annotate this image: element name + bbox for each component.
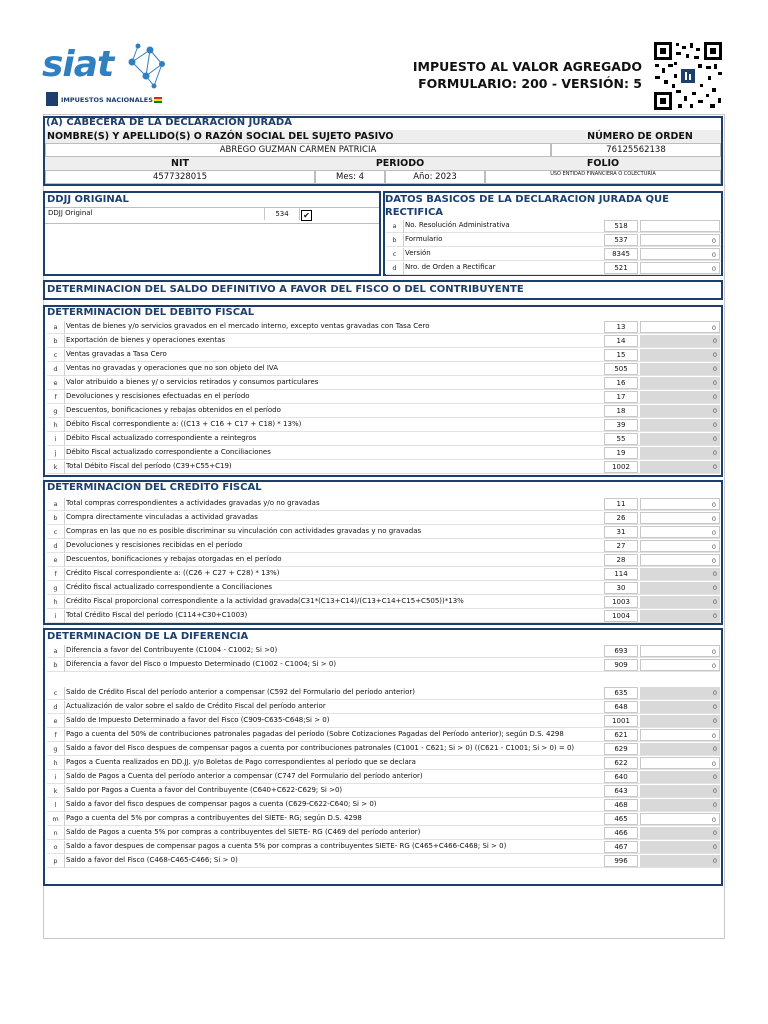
row-separator [64, 841, 65, 854]
row-code: 55 [604, 433, 638, 445]
row-code: 648 [604, 701, 638, 713]
row-value-input[interactable]: 0 [640, 461, 720, 473]
row-letter: g [53, 745, 58, 753]
anio-value: Año: 2023 [413, 172, 457, 182]
row-label: Total Débito Fiscal del período (C39+C55+C19) [66, 462, 232, 470]
row-separator [64, 610, 65, 623]
row-separator [64, 582, 65, 595]
row-value-input[interactable]: 0 [640, 391, 720, 403]
row-code: 28 [604, 554, 638, 566]
row-value-input[interactable]: 0 [640, 335, 720, 347]
row-value-input[interactable]: 0 [640, 715, 720, 727]
row-value-input[interactable]: 0 [640, 540, 720, 552]
row-separator [403, 220, 404, 233]
logo-badge-icon [46, 92, 58, 106]
row-code: 1002 [604, 461, 638, 473]
anio-value-cell [385, 170, 485, 184]
row-letter: n [53, 829, 58, 837]
row-value-input[interactable]: 0 [640, 596, 720, 608]
row-letter: i [54, 773, 57, 781]
folio-note: USO ENTIDAD FINANCIERA O COLECTURÍA [550, 171, 656, 177]
row-letter: h [53, 759, 58, 767]
row-separator [64, 757, 65, 770]
row-code: 518 [604, 220, 638, 232]
row-separator [64, 687, 65, 700]
row-label: Ventas gravadas a Tasa Cero [66, 350, 167, 358]
form-title [380, 58, 642, 92]
row-letter: c [392, 250, 397, 258]
row-label: Saldo de Impuesto Determinado a favor del Fisco (C909-C635-C648;Si > 0) [66, 716, 330, 724]
row-code: 622 [604, 757, 638, 769]
row-label: Total compras correspondientes a actividades gravadas y/o no gravadas [66, 499, 320, 507]
row-code: 505 [604, 363, 638, 375]
row-value-input[interactable]: 0 [640, 512, 720, 524]
row-value-input[interactable]: 0 [640, 568, 720, 580]
row-label: Crédito Fiscal correspondiente a: ((C26 + C27 + C28) * 13%) [66, 569, 280, 577]
row-value-input[interactable]: 0 [640, 687, 720, 699]
row-code: 14 [604, 335, 638, 347]
row-value-input[interactable]: 0 [640, 701, 720, 713]
row-code: 16 [604, 377, 638, 389]
qr-code [652, 40, 724, 112]
row-label: Débito Fiscal actualizado correspondiente a reintegros [66, 434, 257, 442]
row-value-input[interactable]: 0 [640, 645, 720, 657]
orden-value: 76125562138 [606, 145, 666, 155]
row-code: 909 [604, 659, 638, 671]
row-label: Formulario [405, 235, 443, 243]
row-letter: d [53, 542, 58, 550]
row-label: Débito Fiscal actualizado correspondiente a Conciliaciones [66, 448, 271, 456]
mes-value: Mes: 4 [336, 172, 364, 182]
row-value-input[interactable]: 0 [640, 234, 720, 246]
row-separator [64, 335, 65, 348]
row-label: Ventas no gravadas y operaciones que no son objeto del IVA [66, 364, 279, 372]
row-letter: j [54, 449, 57, 457]
row-label: Saldo de Pagos a Cuenta del período anterior a compensar (C747 del Formulario del período anterior) [66, 772, 423, 780]
row-code: 19 [604, 447, 638, 459]
row-label: Crédito fiscal actualizado correspondiente a Conciliaciones [66, 583, 273, 591]
row-letter: o [53, 843, 58, 851]
row-letter: a [53, 323, 58, 331]
row-code: 11 [604, 498, 638, 510]
row-value-input[interactable]: 0 [640, 433, 720, 445]
row-code: 537 [604, 234, 638, 246]
row-letter: a [53, 647, 58, 655]
row-letter: c [53, 689, 58, 697]
mes-value-cell [315, 170, 385, 184]
row-value-input[interactable]: 0 [640, 729, 720, 741]
row-code: 26 [604, 512, 638, 524]
row-separator [64, 540, 65, 553]
row-label: Nro. de Orden a Rectificar [405, 263, 496, 271]
row-label: Descuentos, bonificaciones y rebajas otorgadas en el período [66, 555, 282, 563]
row-value-input[interactable]: 0 [640, 771, 720, 783]
row-separator [64, 813, 65, 826]
row-letter: f [54, 570, 57, 578]
row-label: Compras en las que no es posible discriminar su vinculación con actividades gravadas y no gravadas [66, 527, 422, 535]
row-label: Débito Fiscal correspondiente a: ((C13 + C16 + C17 + C18) * 13%) [66, 420, 302, 428]
row-separator [64, 363, 65, 376]
row-code: 468 [604, 799, 638, 811]
row-code: 466 [604, 827, 638, 839]
row-value-input[interactable] [640, 220, 720, 232]
row-letter: b [53, 337, 58, 345]
row-code: 15 [604, 349, 638, 361]
row-code: 693 [604, 645, 638, 657]
row-code: 17 [604, 391, 638, 403]
row-separator [403, 234, 404, 247]
row-label: Saldo a favor despues de compensar pagos a cuenta 5% por compras a contribuyentes SIETE- RG (C465+C466-C468; Si > 0) [66, 842, 507, 850]
row-separator [64, 377, 65, 390]
row-letter: l [54, 801, 57, 809]
row-label: Crédito Fiscal proporcional correspondiente a la actividad gravada(C31*(C13+C14)/(C13+C14+C15+C505))*13% [66, 597, 464, 605]
row-code: 30 [604, 582, 638, 594]
row-label: Versión [405, 249, 431, 257]
row-value-input[interactable]: 0 [640, 813, 720, 825]
row-label: Pago a cuenta del 50% de contribuciones patronales pagadas del período (Sobre Cotizaciones Pagadas del Período anterior); según D.S. 4298 [66, 730, 564, 738]
row-code: 465 [604, 813, 638, 825]
debito-title: DETERMINACION DEL DEBITO FISCAL [47, 307, 255, 318]
row-label: Saldo a favor del Fisco (C468-C465-C466; Si > 0) [66, 856, 238, 864]
row-value-input[interactable]: 0 [640, 841, 720, 853]
row-letter: d [53, 703, 58, 711]
row-separator [64, 645, 65, 658]
row-label: Saldo de Crédito Fiscal del período anterior a compensar (C592 del Formulario del período anterior) [66, 688, 415, 696]
row-letter: i [54, 612, 57, 620]
row-separator [64, 715, 65, 728]
row-label: Actualización de valor sobre el saldo de Crédito Fiscal del período anterior [66, 702, 326, 710]
row-code: 39 [604, 419, 638, 431]
row-label: No. Resolución Administrativa [405, 221, 510, 229]
row-separator [64, 433, 65, 446]
row-letter: i [54, 435, 57, 443]
row-letter: e [53, 556, 58, 564]
row-label: Saldo por Pagos a Cuenta a favor del Contribuyente (C640+C622-C629; Si >0) [66, 786, 343, 794]
row-letter: k [53, 787, 58, 795]
row-value-input[interactable]: 0 [640, 419, 720, 431]
nit-label: NIT [171, 158, 189, 169]
row-separator [64, 771, 65, 784]
row-separator [64, 855, 65, 868]
ddjj-code: 534 [264, 208, 300, 220]
row-letter: b [53, 661, 58, 669]
ddjj-checkbox[interactable] [301, 210, 312, 221]
row-separator [64, 405, 65, 418]
row-code: 643 [604, 785, 638, 797]
row-value-input[interactable]: 0 [640, 405, 720, 417]
row-value-input[interactable]: 0 [640, 785, 720, 797]
row-letter: e [53, 717, 58, 725]
row-value-input[interactable]: 0 [640, 321, 720, 333]
row-separator [64, 659, 65, 672]
row-code: 31 [604, 526, 638, 538]
row-label: Saldo a favor del Fisco despues de compensar pagos a cuenta por contribuciones patronales (C1001 - C621; Si > 0) ((C621 - C1001; Si > 0) = 0) [66, 744, 575, 752]
row-value-input[interactable]: 0 [640, 447, 720, 459]
row-separator [64, 785, 65, 798]
row-letter: f [54, 731, 57, 739]
row-label: Diferencia a favor del Contribuyente (C1004 - C1002; Si >0) [66, 646, 278, 654]
row-separator [64, 419, 65, 432]
nit-value-cell [45, 170, 315, 184]
rectifica-title: DATOS BASICOS DE LA DECLARACION JURADA QUE RECTIFICA [385, 194, 669, 218]
row-label: Diferencia a favor del Fisco o Impuesto Determinado (C1002 - C1004; Si > 0) [66, 660, 337, 668]
row-value-input[interactable]: 0 [640, 377, 720, 389]
row-separator [64, 447, 65, 460]
form-title-line2: FORMULARIO: 200 - VERSIÓN: 5 [418, 76, 642, 91]
row-letter: h [53, 421, 58, 429]
row-separator [64, 498, 65, 511]
row-letter: g [53, 584, 58, 592]
folio-value-cell [485, 170, 721, 184]
row-separator [403, 262, 404, 275]
nombre-label: NOMBRE(S) Y APELLIDO(S) O RAZÓN SOCIAL DEL SUJETO PASIVO [47, 131, 394, 142]
row-code: 18 [604, 405, 638, 417]
orden-value-cell [551, 143, 721, 157]
row-separator [64, 827, 65, 840]
orden-label: NÚMERO DE ORDEN [587, 131, 693, 142]
row-code: 521 [604, 262, 638, 274]
row-letter: b [53, 514, 58, 522]
row-code: 8345 [604, 248, 638, 260]
row-letter: m [52, 815, 59, 823]
ddjj-label: DDJJ Original [48, 209, 93, 217]
ddjj-title: DDJJ ORIGINAL [47, 194, 129, 205]
diferencia-title: DETERMINACION DE LA DIFERENCIA [47, 631, 249, 642]
row-separator [64, 799, 65, 812]
row-code: 635 [604, 687, 638, 699]
row-separator [64, 568, 65, 581]
row-code: 640 [604, 771, 638, 783]
row-separator [64, 461, 65, 474]
row-label: Exportación de bienes y operaciones exentas [66, 336, 226, 344]
periodo-label: PERIODO [375, 158, 425, 169]
row-code: 1004 [604, 610, 638, 622]
row-value-input[interactable]: 0 [640, 248, 720, 260]
row-separator [64, 701, 65, 714]
row-code: 1001 [604, 715, 638, 727]
row-label: Devoluciones y rescisiones efectuadas en el período [66, 392, 250, 400]
row-label: Compra directamente vinculadas a actividad gravadas [66, 513, 258, 521]
row-value-input[interactable]: 0 [640, 582, 720, 594]
row-code: 629 [604, 743, 638, 755]
row-separator [64, 349, 65, 362]
row-separator [64, 391, 65, 404]
row-value-input[interactable]: 0 [640, 659, 720, 671]
logo-subtitle: IMPUESTOS NACIONALES [61, 96, 153, 104]
row-value-input[interactable]: 0 [640, 363, 720, 375]
row-letter: c [53, 528, 58, 536]
credito-title: DETERMINACION DEL CREDITO FISCAL [47, 482, 262, 493]
row-letter: p [53, 857, 58, 865]
row-code: 13 [604, 321, 638, 333]
row-letter: g [53, 407, 58, 415]
row-letter: d [392, 264, 397, 272]
row-separator [64, 321, 65, 334]
nombre-value-cell [45, 143, 551, 157]
row-letter: k [53, 463, 58, 471]
row-code: 27 [604, 540, 638, 552]
siat-logo [42, 42, 172, 110]
row-label: Pagos a Cuenta realizados en DD.JJ. y/o Boletas de Pago correspondientes al período que se declara [66, 758, 416, 766]
row-letter: e [53, 379, 58, 387]
row-separator [64, 526, 65, 539]
row-separator [64, 512, 65, 525]
row-separator [64, 554, 65, 567]
row-value-input[interactable]: 0 [640, 799, 720, 811]
row-separator [403, 248, 404, 261]
nombre-value: ABREGO GUZMAN CARMEN PATRICIA [219, 145, 377, 155]
row-label: Ventas de bienes y/o servicios gravados en el mercado interno, excepto ventas gravadas con Tasa Cero [66, 322, 430, 330]
row-label: Pago a cuenta del 5% por compras a contribuyentes del SIETE- RG; según D.S. 4298 [66, 814, 362, 822]
row-letter: f [54, 393, 57, 401]
row-letter: a [53, 500, 58, 508]
row-label: Saldo de Pagos a cuenta 5% por compras a contribuyentes del SIETE- RG (C469 del período anterior) [66, 828, 421, 836]
row-value-input[interactable]: 0 [640, 827, 720, 839]
folio-label: FOLIO [586, 158, 620, 169]
row-code: 467 [604, 841, 638, 853]
row-label: Total Crédito Fiscal del período (C114+C30+C1003) [66, 611, 248, 619]
row-code: 114 [604, 568, 638, 580]
ddjj-row [45, 207, 379, 224]
row-code: 1003 [604, 596, 638, 608]
row-label: Descuentos, bonificaciones y rebajas obtenidos en el período [66, 406, 281, 414]
row-value-input[interactable]: 0 [640, 610, 720, 622]
row-value-input[interactable]: 0 [640, 743, 720, 755]
row-separator [64, 743, 65, 756]
nit-value: 4577328015 [152, 172, 208, 182]
cabecera-title: (A) CABECERA DE LA DECLARACION JURADA [46, 117, 292, 128]
row-letter: h [53, 598, 58, 606]
check-icon: ✔ [303, 211, 310, 220]
row-separator [64, 596, 65, 609]
row-code: 621 [604, 729, 638, 741]
row-letter: c [53, 351, 58, 359]
saldo-title: DETERMINACION DEL SALDO DEFINITIVO A FAVOR DEL FISCO O DEL CONTRIBUYENTE [47, 284, 524, 295]
logo-text: siat [42, 44, 114, 85]
row-label: Valor atribuido a bienes y/ o servicios retirados y consumos particulares [66, 378, 319, 386]
row-separator [64, 729, 65, 742]
row-value-input[interactable]: 0 [640, 262, 720, 274]
row-label: Saldo a favor del fisco despues de compensar pagos a cuenta (C629-C622-C640; Si > 0) [66, 800, 377, 808]
row-label: Devoluciones y rescisiones recibidas en el período [66, 541, 243, 549]
flag-icon [154, 97, 162, 103]
row-value-input[interactable]: 0 [640, 757, 720, 769]
row-letter: b [392, 236, 397, 244]
row-value-input[interactable]: 0 [640, 349, 720, 361]
row-value-input[interactable]: 0 [640, 554, 720, 566]
row-letter: d [53, 365, 58, 373]
row-letter: a [392, 222, 397, 230]
row-value-input[interactable]: 0 [640, 526, 720, 538]
row-code: 996 [604, 855, 638, 867]
row-value-input[interactable]: 0 [640, 855, 720, 867]
row-value-input[interactable]: 0 [640, 498, 720, 510]
form-title-line1: IMPUESTO AL VALOR AGREGADO [412, 59, 642, 74]
